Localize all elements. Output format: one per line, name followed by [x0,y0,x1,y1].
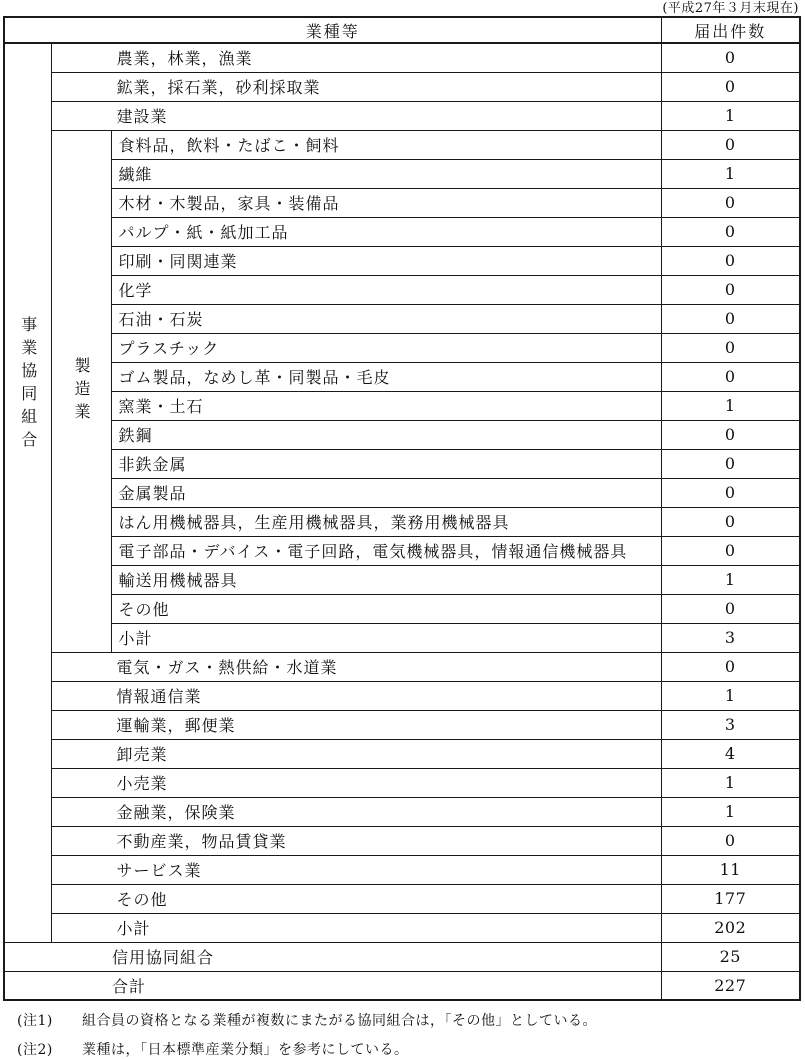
industry-label-cell: 化学 [111,275,661,304]
footnote-2-text: 業種は，「日本標準産業分類」を参考にしている。 [82,1042,409,1058]
notification-count-cell: 1 [661,565,800,594]
notification-count-cell: 11 [661,855,800,884]
notification-count-cell: 227 [661,971,800,1000]
table-row [4,594,800,623]
table-row [4,710,800,739]
industry-label-cell: 印刷・同関連業 [111,246,661,275]
footnote-1 [17,1010,799,1030]
industry-label-cell: ゴム製品，なめし革・同製品・毛皮 [111,362,661,391]
table-row [4,275,800,304]
industry-label-cell: 石油・石炭 [111,304,661,333]
footnotes [17,1010,799,1059]
industry-label-cell: 非鉄金属 [111,449,661,478]
table-row [4,536,800,565]
notification-count-cell: 202 [661,913,800,942]
header-row [4,17,800,43]
manufacturing-vertical-label: 製造業 [72,356,91,426]
table-row [4,797,800,826]
industry-label-cell: 輸送用機械器具 [111,565,661,594]
industry-label-cell: 合計 [4,971,661,1000]
table-row [4,188,800,217]
industry-label-cell: その他 [111,594,661,623]
industry-notification-table [3,16,801,1001]
footnote-2-label: (注2) [17,1042,53,1058]
table-row [4,420,800,449]
notification-count-cell: 0 [661,72,800,101]
industry-label-cell: 情報通信業 [51,681,661,710]
notification-count-cell: 0 [661,333,800,362]
table-row [4,478,800,507]
notification-count-cell: 0 [661,217,800,246]
table-row [4,333,800,362]
table-row [4,565,800,594]
table-row [4,101,800,130]
industry-label-cell: サービス業 [51,855,661,884]
notification-count-cell: 0 [661,449,800,478]
industry-label-cell: 小売業 [51,768,661,797]
industry-label-cell: その他 [51,884,661,913]
industry-label-cell: はん用機械器具，生産用機械器具，業務用機械器具 [111,507,661,536]
table-row [4,855,800,884]
table-row [4,449,800,478]
notification-count-cell: 0 [661,826,800,855]
industry-label-cell: 信用協同組合 [4,942,661,971]
industry-label-cell: 運輸業，郵便業 [51,710,661,739]
industry-label-cell: プラスチック [111,333,661,362]
industry-label-cell: 金融業，保険業 [51,797,661,826]
table-row [4,739,800,768]
as-of-date-note: (平成27年３月末現在) [662,1,799,16]
industry-label-cell: 繊維 [111,159,661,188]
industry-label-cell: 小計 [51,913,661,942]
table-row [4,884,800,913]
industry-label-cell: 卸売業 [51,739,661,768]
notification-count-cell: 0 [661,362,800,391]
notification-count-cell: 1 [661,101,800,130]
industry-label-cell: 窯業・土石 [111,391,661,420]
notification-count-cell: 3 [661,623,800,652]
subgroup-cell-manufacturing [51,130,111,652]
group-vertical-label: 事業協同組合 [18,316,38,454]
count-column-header: 届出件数 [661,17,800,43]
table-row [4,507,800,536]
table-row [4,43,800,72]
table-row [4,304,800,333]
industry-label-cell: 電子部品・デバイス・電子回路，電気機械器具，情報通信機械器具 [111,536,661,565]
table-row [4,159,800,188]
notification-count-cell: 0 [661,652,800,681]
footnote-1-label: (注1) [17,1013,53,1029]
notification-count-cell: 0 [661,478,800,507]
footnote-1-text: 組合員の資格となる業種が複数にまたがる協同組合は，「その他」としている。 [82,1013,597,1029]
industry-label-cell: 農業，林業，漁業 [51,43,661,72]
table-row [4,623,800,652]
table-row [4,826,800,855]
industry-label-cell: 木材・木製品，家具・装備品 [111,188,661,217]
industry-label-cell: 建設業 [51,101,661,130]
table-row [4,246,800,275]
notification-count-cell: 1 [661,768,800,797]
industry-column-header: 業種等 [4,17,661,43]
notification-count-cell: 1 [661,159,800,188]
table-row [4,652,800,681]
industry-label-cell: 鉄鋼 [111,420,661,449]
industry-label-cell: 小計 [111,623,661,652]
table-row [4,768,800,797]
footnote-2 [17,1039,799,1059]
notification-count-cell: 0 [661,246,800,275]
industry-label-cell: 食料品，飲料・たばこ・飼料 [111,130,661,159]
industry-label-cell: 鉱業，採石業，砂利採取業 [51,72,661,101]
notification-count-cell: 4 [661,739,800,768]
notification-count-cell: 0 [661,420,800,449]
notification-count-cell: 1 [661,391,800,420]
industry-label-cell: 電気・ガス・熱供給・水道業 [51,652,661,681]
table-row [4,130,800,159]
notification-count-cell: 0 [661,507,800,536]
table-row [4,913,800,942]
notification-count-cell: 3 [661,710,800,739]
notification-count-cell: 177 [661,884,800,913]
industry-label-cell: パルプ・紙・紙加工品 [111,217,661,246]
group-cell-business-cooperative [4,43,51,942]
notification-count-cell: 1 [661,797,800,826]
industry-label-cell: 金属製品 [111,478,661,507]
table-row [4,681,800,710]
industry-label-cell: 不動産業，物品賃貸業 [51,826,661,855]
table-row [4,942,800,971]
notification-count-cell: 0 [661,43,800,72]
table-row [4,72,800,101]
notification-count-cell: 0 [661,536,800,565]
notification-count-cell: 25 [661,942,800,971]
table-row [4,217,800,246]
table-row [4,362,800,391]
notification-count-cell: 1 [661,681,800,710]
table-row [4,971,800,1000]
notification-count-cell: 0 [661,594,800,623]
notification-count-cell: 0 [661,304,800,333]
notification-count-cell: 0 [661,130,800,159]
notification-count-cell: 0 [661,188,800,217]
table-row [4,391,800,420]
notification-count-cell: 0 [661,275,800,304]
